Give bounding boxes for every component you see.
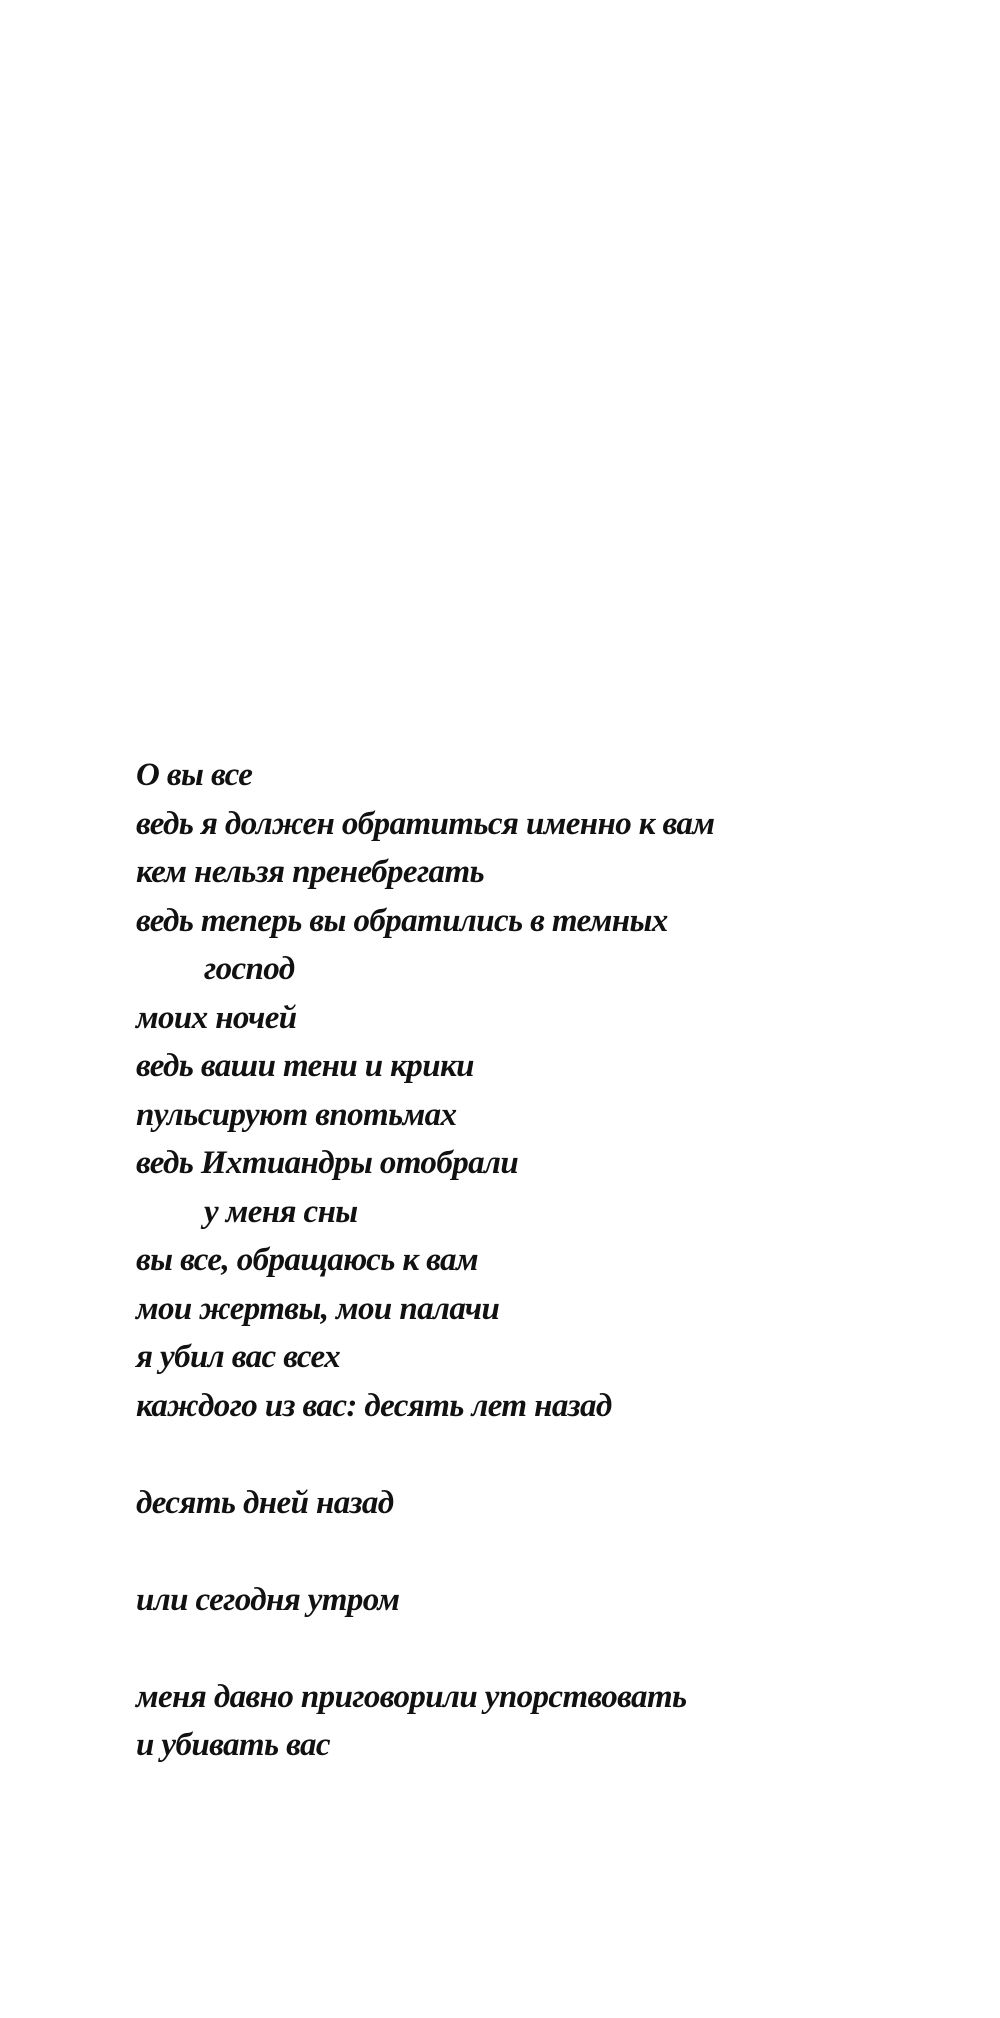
poem-line: моих ночей [136, 999, 297, 1036]
poem-line: пульсируют впотьмах [136, 1096, 457, 1133]
poem-line-indented: у меня сны [204, 1193, 358, 1230]
poem-text [136, 751, 916, 1770]
poem-line: или сегодня утром [136, 1581, 400, 1618]
stanza-break [136, 1430, 916, 1479]
poem-line: вы все, обращаюсь к вам [136, 1242, 478, 1278]
poem-line: мои жертвы, мои палачи [136, 1290, 500, 1327]
poem-line-indented: господ [204, 951, 295, 987]
poem-line: десять дней назад [136, 1484, 394, 1521]
poem-line: я убил вас всех [136, 1339, 341, 1375]
poem-line: кем нельзя пренебрегать [136, 854, 484, 890]
stanza-break [136, 1624, 916, 1673]
poem-line: ведь теперь вы обратились в темных [136, 902, 668, 939]
poem-line: меня давно приговорили упорствовать [136, 1678, 687, 1715]
poem-line: и убивать вас [136, 1727, 330, 1763]
poem-line: ведь Ихтиандры отобрали [136, 1145, 519, 1181]
poem-line: ведь я должен обратиться именно к вам [136, 805, 715, 842]
stanza-break [136, 1527, 916, 1576]
poem-line: ведь ваши тени и крики [136, 1048, 474, 1084]
poem-line: О вы все [136, 757, 253, 793]
poem-line: каждого из вас: десять лет назад [136, 1387, 612, 1424]
